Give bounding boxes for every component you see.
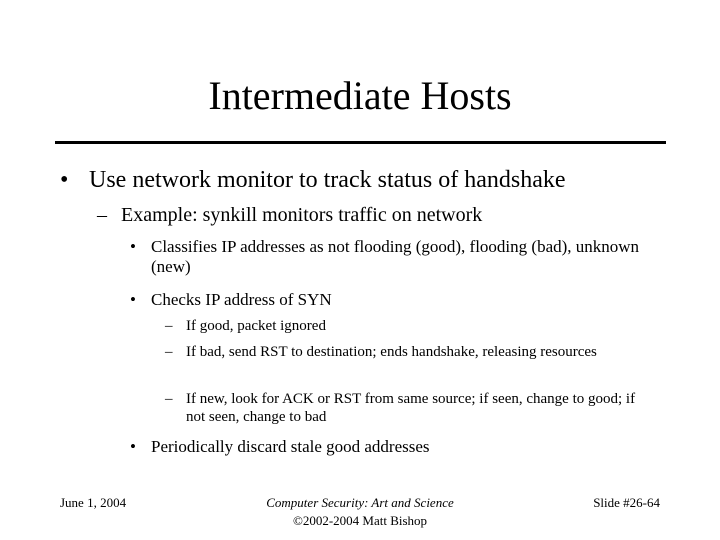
footer-center — [210, 494, 510, 530]
bullet-mark: • — [60, 167, 69, 193]
bullet-mark: • — [130, 437, 136, 456]
footer-slide-number: Slide #26-64 — [593, 495, 660, 510]
dash-mark: – — [97, 204, 107, 226]
bullet-text: Classifies IP addresses as not flooding (good), flooding (bad), unknown (new) — [151, 237, 640, 276]
bullet-text: If bad, send RST to destination; ends handshake, releasing resources — [186, 344, 597, 360]
dash-mark: – — [165, 391, 173, 407]
bullet-text: Example: synkill monitors traffic on network — [121, 204, 483, 226]
bullet-mark: • — [130, 290, 136, 309]
bullet-text: If good, packet ignored — [186, 318, 326, 334]
footer-date: June 1, 2004 — [60, 495, 127, 510]
footer-course: Computer Security: Art and Science — [266, 495, 454, 510]
bullet-text: Use network monitor to track status of handshake — [89, 167, 566, 193]
slide-title: Intermediate Hosts — [208, 73, 512, 118]
footer-copyright: ©2002-2004 Matt Bishop — [292, 513, 428, 528]
bullet-text: Checks IP address of SYN — [151, 290, 332, 309]
title-divider — [55, 141, 666, 144]
bullet-text: If new, look for ACK or RST from same source; if seen, change to good; if not seen, change to bad — [186, 391, 636, 425]
dash-mark: – — [165, 318, 173, 334]
bullet-text: Periodically discard stale good addresses — [151, 437, 430, 456]
dash-mark: – — [165, 344, 173, 360]
bullet-mark: • — [130, 237, 136, 256]
